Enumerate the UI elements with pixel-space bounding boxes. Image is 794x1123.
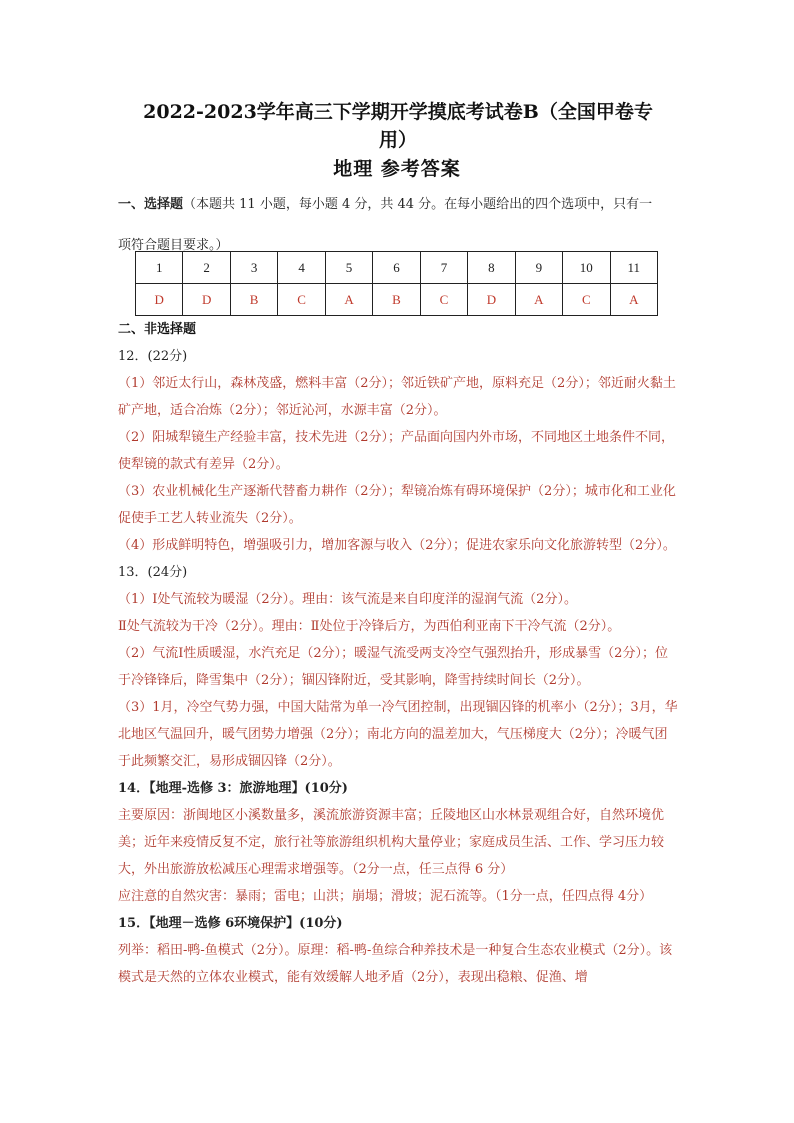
section-nonchoice-heading: 二、非选择题 — [118, 322, 197, 337]
q13-part-1b: Ⅱ处气流较为干冷（2分）。理由：Ⅱ处位于冷锋后方，为西伯利亚南下干冷气流（2分）。 — [118, 619, 621, 634]
answer-cell: D — [183, 284, 230, 316]
section-choice-intro-1: （本题共 11 小题，每小题 4 分，共 44 分。在每小题给出的四个选项中，只有一 — [183, 197, 653, 212]
answer-cell: A — [325, 284, 372, 316]
q14-heading: 14．【地理-选修 3：旅游地理】(10分) — [118, 781, 348, 796]
question-number: 3 — [230, 252, 277, 284]
question-number: 2 — [183, 252, 230, 284]
page-title — [118, 98, 678, 154]
q15-heading: 15．【地理－选修 6环境保护】(10分) — [118, 916, 343, 931]
section-choice-intro-2: 项符合题目要求。） — [118, 238, 229, 253]
question-number: 9 — [515, 252, 562, 284]
title-line-2: 用） — [378, 129, 417, 151]
answer-cell: D — [468, 284, 515, 316]
q12-heading: 12．(22分) — [118, 349, 188, 364]
answers-body — [118, 343, 678, 991]
question-number: 5 — [325, 252, 372, 284]
question-number: 6 — [373, 252, 420, 284]
q12-part-4: （4）形成鲜明特色，增强吸引力，增加客源与收入（2分）；促进农家乐向文化旅游转型（2分）。 — [118, 538, 676, 553]
q14-part-1: 主要原因：浙闽地区小溪数量多，溪流旅游资源丰富；丘陵地区山水林景观组合好，自然环境优美；近年来疫情反复不定，旅行社等旅游组织机构大量停业；家庭成员生活、工作、学习压力较大，外出旅游放松减压心理需求增强等。（2分一点，任三点得 6 分） — [118, 808, 665, 877]
question-number: 1 — [136, 252, 183, 284]
q13-part-2: （2）气流Ⅰ性质暖湿，水汽充足（2分）；暖湿气流受两支冷空气强烈抬升，形成暴雪（2分）；位于冷锋锋后，降雪集中（2分）；锢囚锋附近，受其影响，降雪持续时间长（2分）。 — [118, 646, 668, 688]
answer-table-answer-row — [136, 284, 658, 316]
answer-cell: A — [610, 284, 657, 316]
answer-table — [135, 251, 658, 316]
question-number: 11 — [610, 252, 657, 284]
answer-cell: C — [563, 284, 610, 316]
q12-part-3: （3）农业机械化生产逐渐代替畜力耕作（2分）；犁镜冶炼有碍环境保护（2分）；城市化和工业化促使手工艺人转业流失（2分）。 — [118, 484, 676, 526]
q13-part-3: （3）1月，冷空气势力强，中国大陆常为单一冷气团控制，出现锢囚锋的机率小（2分）；3月，华北地区气温回升，暖气团势力增强（2分）；南北方向的温差加大，气压梯度大（2分）；冷暖气团于此频繁交汇，易形成锢囚锋（2分）。 — [118, 700, 678, 769]
question-number: 8 — [468, 252, 515, 284]
question-number: 4 — [278, 252, 325, 284]
title-line-1: 2022-2023学年高三下学期开学摸底考试卷B（全国甲卷专 — [143, 101, 653, 123]
q12-part-1: （1）邻近太行山，森林茂盛，燃料丰富（2分）；邻近铁矿产地，原料充足（2分）；邻近耐火黏土矿产地，适合冶炼（2分）；邻近沁河，水源丰富（2分）。 — [118, 376, 676, 418]
q13-part-1: （1）Ⅰ处气流较为暖湿（2分）。理由：该气流是来自印度洋的湿润气流（2分）。 — [118, 592, 577, 607]
q15-part-1: 列举：稻田-鸭-鱼模式（2分）。原理：稻-鸭-鱼综合种养技术是一种复合生态农业模式（2分）。该模式是天然的立体农业模式，能有效缓解人地矛盾（2分），表现出稳粮、促渔、增 — [118, 943, 673, 985]
answer-cell: B — [230, 284, 277, 316]
question-number: 7 — [420, 252, 467, 284]
answer-cell: C — [420, 284, 467, 316]
page-subtitle: 地理 参考答案 — [333, 158, 461, 180]
q12-part-2: （2）阳城犁镜生产经验丰富，技术先进（2分）；产品面向国内外市场，不同地区土地条件不同，使犁镜的款式有差异（2分）。 — [118, 430, 675, 472]
answer-cell: A — [515, 284, 562, 316]
section-choice-heading: 一、选择题 — [118, 197, 184, 212]
answer-cell: C — [278, 284, 325, 316]
answer-table-number-row — [136, 252, 658, 284]
answer-cell: D — [136, 284, 183, 316]
q14-part-2: 应注意的自然灾害：暴雨；雷电；山洪；崩塌；滑坡；泥石流等。（1分一点，任四点得 4分） — [118, 889, 653, 904]
q13-heading: 13．(24分) — [118, 565, 188, 580]
question-number: 10 — [563, 252, 610, 284]
answer-cell: B — [373, 284, 420, 316]
